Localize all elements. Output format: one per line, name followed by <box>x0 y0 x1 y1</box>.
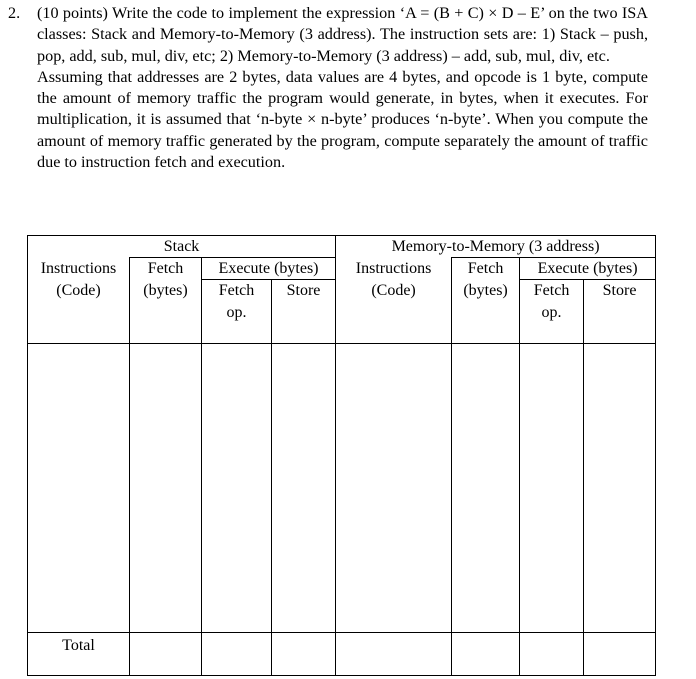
m2m-code-label: (Code) <box>371 281 416 299</box>
stack-execute-header: Execute (bytes) <box>202 258 336 280</box>
m2m-bytes-label: (bytes) <box>463 281 508 299</box>
m2m-store-total-cell[interactable] <box>584 632 656 675</box>
stack-exec-fetch-cell[interactable] <box>202 343 272 632</box>
stack-store-total-cell[interactable] <box>272 632 336 675</box>
stack-store-cell[interactable] <box>272 343 336 632</box>
m2m-group-header: Memory-to-Memory (3 address) <box>336 236 656 258</box>
stack-store-header <box>272 280 336 344</box>
question-paragraph-2: Assuming that addresses are 2 bytes, data values are 4 bytes, and opcode is 1 byte, compute the amount of memory traffic the program would generate, in bytes, when it executes. For multiplication, it is assumed that ‘n-byte × n-byte’ produces ‘n-byte’. When you compute the amount of memory traffic generated by the program, compute separately the amount of traffic due to instruction fetch and execution. <box>37 67 648 172</box>
m2m-exec-fetch-cell[interactable] <box>520 343 584 632</box>
m2m-fetch-total-cell[interactable] <box>452 632 520 675</box>
question-text <box>37 3 648 173</box>
m2m-fetch-cell[interactable] <box>452 343 520 632</box>
m2m-code-cell[interactable] <box>336 343 452 632</box>
stack-exec-fetch-total-cell[interactable] <box>202 632 272 675</box>
m2m-store-label: Store <box>602 282 637 299</box>
stack-code-cell[interactable] <box>28 343 130 632</box>
stack-fetch-cell[interactable] <box>130 343 202 632</box>
stack-exec-fetch-label: Fetch <box>218 282 255 299</box>
total-row <box>28 632 656 675</box>
stack-bytes-label: (bytes) <box>143 281 188 299</box>
header-group-row <box>28 236 656 258</box>
m2m-code-header <box>336 280 452 344</box>
stack-fetch-total-cell[interactable] <box>130 632 202 675</box>
m2m-bytes-header <box>452 280 520 344</box>
stack-op-label: op. <box>226 304 247 321</box>
m2m-instructions-header: Instructions <box>336 258 452 280</box>
stack-code-header <box>28 280 130 344</box>
m2m-op-label: op. <box>541 304 562 321</box>
m2m-exec-fetch-label: Fetch <box>533 282 570 299</box>
m2m-fetch-header: Fetch <box>452 258 520 280</box>
stack-bytes-header <box>130 280 202 344</box>
stack-store-label: Store <box>286 282 321 299</box>
answer-body-row <box>28 343 656 632</box>
m2m-exec-fetch-total-cell[interactable] <box>520 632 584 675</box>
stack-instructions-header: Instructions <box>28 258 130 280</box>
m2m-code-total-cell[interactable] <box>336 632 452 675</box>
stack-code-label: (Code) <box>56 281 101 299</box>
m2m-exec-fetch-header <box>520 280 584 344</box>
question-number: 2. <box>8 4 21 22</box>
header-row-2 <box>28 280 656 344</box>
stack-group-header: Stack <box>28 236 336 258</box>
question-block <box>8 3 648 173</box>
m2m-store-header <box>584 280 656 344</box>
header-row-1 <box>28 258 656 280</box>
m2m-store-cell[interactable] <box>584 343 656 632</box>
stack-fetch-header: Fetch <box>130 258 202 280</box>
answer-table <box>27 235 656 676</box>
stack-exec-fetch-header <box>202 280 272 344</box>
total-label: Total <box>28 632 130 675</box>
m2m-execute-header: Execute (bytes) <box>520 258 656 280</box>
question-paragraph-1: (10 points) Write the code to implement the expression ‘A = (B + C) × D – E’ on the two ISA classes: Stack and Memory-to-Memory (3 address). The instruction sets are: 1) Stack – push, pop, add, sub, mul, div, etc; 2) Memory-to-Memory (3 address) – add, sub, mul, div, etc. <box>37 4 648 65</box>
